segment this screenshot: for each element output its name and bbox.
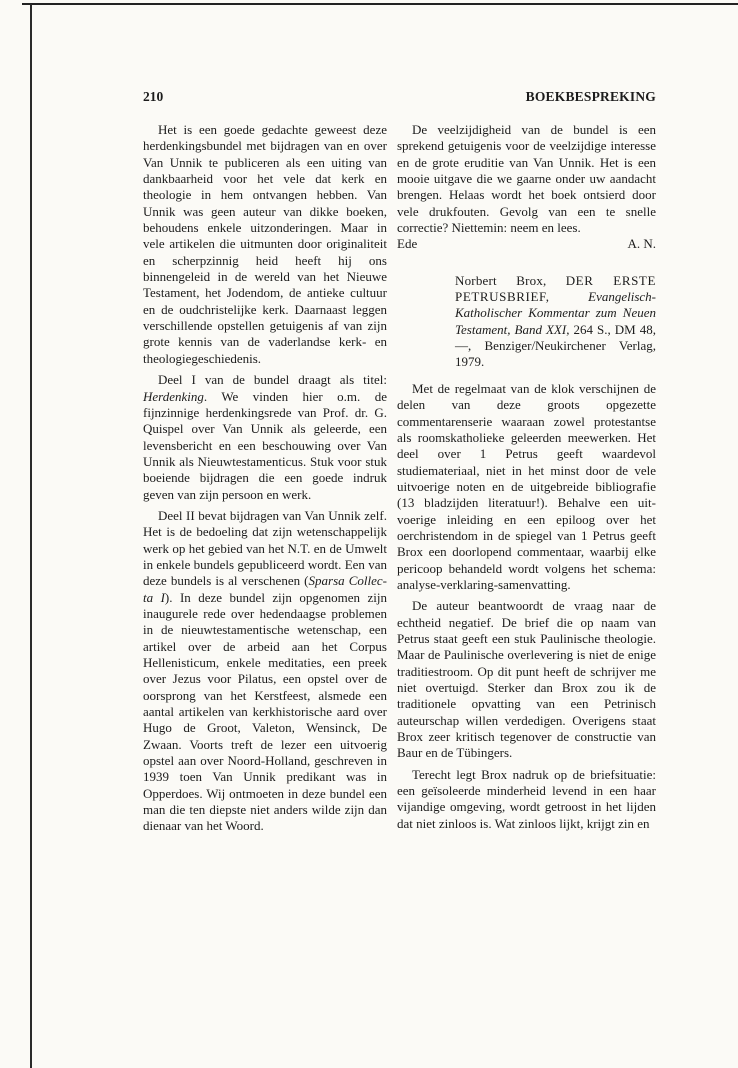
book-title: DER ERSTE PETRUSBRIEF, [455,272,657,305]
paragraph: Terecht legt Brox nadruk op de briefsituatie: een geïsoleerde minderheid levend in een haar vijandige omgeving, wordt getroost in het lijden dat niet zinloos is. Wat zinloos lijkt, krijgt zin en [397,766,656,831]
scan-left-edge [30,4,32,1068]
italic-title: Sparsa Collecta I [143,573,387,605]
signature-line [397,236,656,252]
signature-place: Ede [397,236,418,252]
running-head: BOEKBESPREKING [525,89,656,104]
book-details: 264 S., DM 48,—, Benziger/Neukirchener Verlag, 1979. [455,321,656,370]
paragraph: Met de regelmaat van de klok verschijnen de delen van deze groots opgezette commentarenserie waaraan zowel protestantse als roomskatholieke geleerden meewerken. Het deel over 1 Petrus geeft waardevol studiemateriaal, niet in het minst door de vele uitvoerige noten en de uitgebreide bibliografie (13 bladzijden literatuur!). Behalve een uitvoerige inleiding en een epiloog over het oerchristendom in de spiegel van 1 Petrus geeft Brox een doorlopend commentaar, waarbij elke pericoop behandeld wordt volgens het schema: analyse-verklaring-samenvatting. [397,380,656,592]
paragraph: Deel II bevat bijdragen van Van Unnik zelf. Het is de bedoeling dat zijn wetenschappelijk werk op het gebied van het N.T. en de Umwelt in enkele bundels gepubliceerd wordt. Een van deze bundels is al verschenen (Sparsa Collecta I). In deze bundel zijn opgenomen zijn inaugurele rede over hedendaagse problemen in de nieuwtestamentische wetenschap, een artikel over de arbeid aan het Corpus Hellenisticum, enkele meditaties, een preek over Jezus voor Pilatus, een opstel over de oorsprong van het Kerstfeest, alsmede een aantal artikelen van kerkhistorische aard over Hugo de Groot, Valeton, Wensinck, De Zwaan. Voorts treft de lezer een uitvoerig opstel aan over Noord-Holland, geschreven in 1939 toen Van Unnik predikant was in Opperdoes. Wij ontmoeten in deze bundel een man die ten diepste niet anders wilde zijn dan dienaar van het Woord. [143,507,387,834]
italic-title: Herdenking [143,388,204,404]
paragraph: Het is een goede gedachte geweest deze herdenkingsbundel met bijdragen van en over Van Unnik te publiceren als een uiting van dankbaarheid voor het vele dat kerk en theologie in hem ontvangen hebben. Van Unnik was geen auteur van dikke boeken, behoudens enkele uitzonderingen. Maar in vele artikelen die uitmunten door originaliteit en scherpzinnig heid heeft hij ons binnengeleid in de wereld van het Nieuwe Testament, het Jodendom, de antieke cultuur en de oudchristelijke kerk. Daarnaast leggen verschillende opstellen getuigenis af van zijn grote kennis van de vaderlandse kerk- en theologiegeschiedenis. [143,122,387,366]
scan-top-edge [22,3,738,5]
paragraph: Deel I van de bundel draagt als titel: Herdenking. We vinden hier o.m. de fijnzinnige herdenkingsrede van Prof. dr. G. Quispel over Van Unnik als geleerde, een levensbericht en een beschouwing over Van Unnik als Nieuwtestamenticus. Stuk voor stuk boeiende bijdragen die een goede indruk geven van zijn persoon en werk. [143,372,387,502]
right-column [397,122,656,837]
book-author: Norbert Brox, [455,272,547,288]
paragraph: De auteur beantwoordt de vraag naar de echtheid negatief. De brief die op naam van Petrus staat geeft een stuk Paulinische theologie. Maar de Paulinische overlevering is niet de enige traditiestroom. Op dit punt heeft de schrijver me niet overtuigd. Sterker dan Brox zou ik de traditionele opvatting van een Petrinisch auteurschap willen verdedigen. Overigens staat Brox zeer kritisch tegenover de constructie van Baur en de Tübingers. [397,598,656,761]
bibliographic-entry [455,273,656,371]
left-column [143,122,387,840]
page-number: 210 [143,89,164,104]
signature-initials: A. N. [627,236,656,252]
paragraph: De veelzijdigheid van de bundel is een sprekend getuigenis voor de veelzijdige interesse en de grote eruditie van Van Unnik. Het is een mooie uitgave die we gaarne onder uw aandacht brengen. Helaas wordt het boek ontsierd door vele drukfouten. Gevolg van een te snelle correctie? Niettemin: neem en lees. [397,122,656,236]
book-series: Evangelisch-Katholischer Kommentar zum Neuen Testament, Band XXI, [455,289,656,337]
